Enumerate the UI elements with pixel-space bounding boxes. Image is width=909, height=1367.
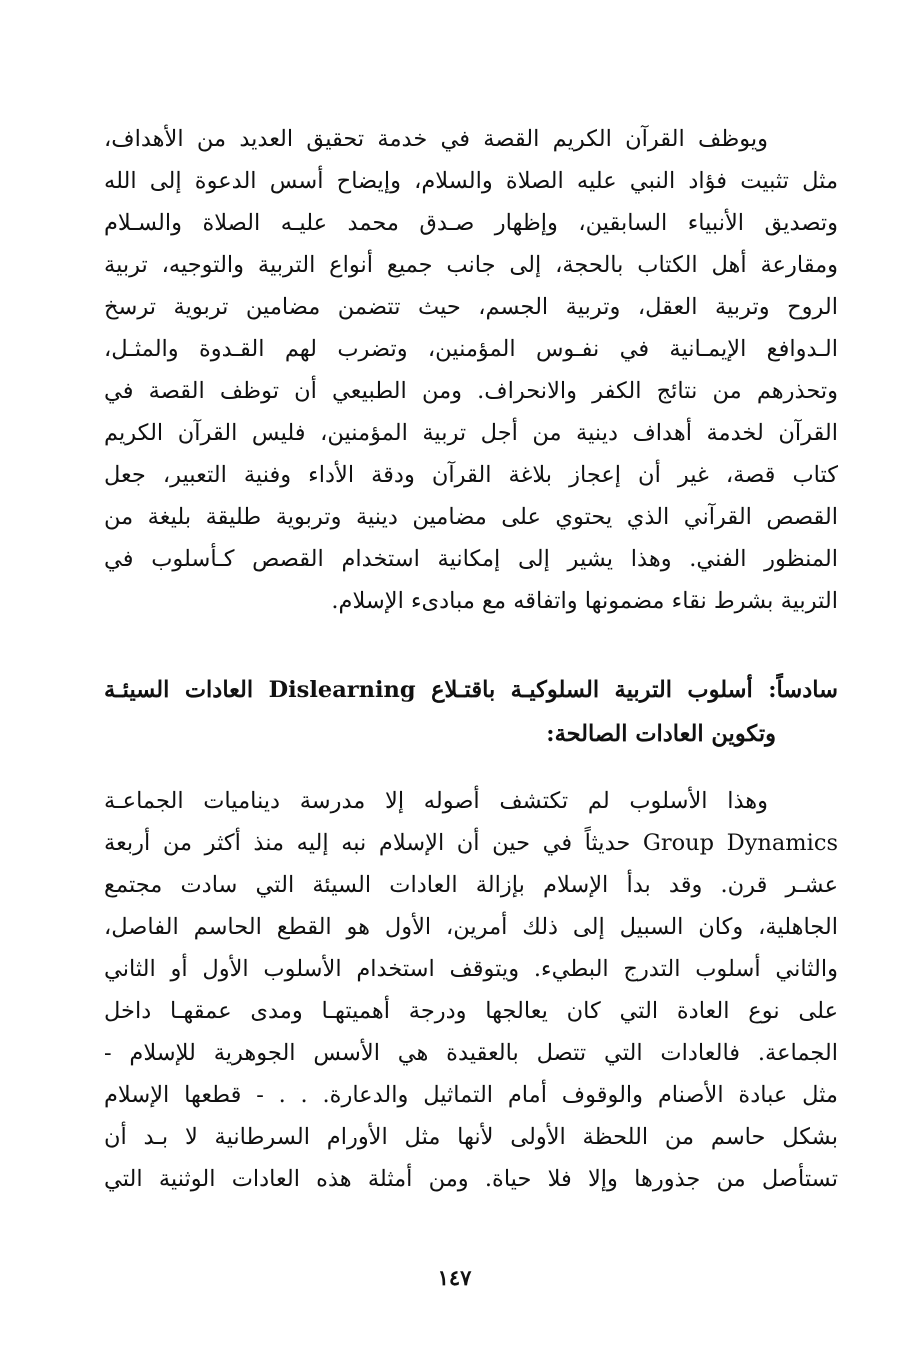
text-line: وهذا الأسلوب لم تكتشف أصوله إلا مدرسة ديناميات الجماعـة [104, 788, 768, 814]
text-line: الجماعة. فالعادات التي تتصل بالعقيدة هي الأسس الجوهرية للإسلام - [104, 1040, 838, 1066]
text-line: القرآن لخدمة أهداف دينية من أجل تربية المؤمنين، فليس القرآن الكريم [104, 420, 838, 446]
text-line: عشـر قرن. وقد بدأ الإسلام بإزالة العادات السيئة التي سادت مجتمع [104, 872, 838, 898]
text-line: المنظور الفني. وهذا يشير إلى إمكانية استخدام القصص كـأسلوب في [104, 546, 838, 572]
text-line: على نوع العادة التي كان يعالجها ودرجة أهميتهـا ومدى عمقهـا داخل [104, 998, 838, 1024]
text-line: والثاني أسلوب التدرج البطيء. ويتوقف استخدام الأسلوب الأول أو الثاني [104, 956, 838, 982]
text-line: التربية بشرط نقاء مضمونها واتفاقه مع مبادىء الإسلام. [331, 588, 838, 614]
heading-line: وتكوين العادات الصالحة: [546, 721, 776, 747]
heading-line: سادساً: أسلوب التربية السلوكيـة باقتـلاع Dislearning العادات السيئـة [104, 677, 838, 703]
text-line: مثل تثبيت فؤاد النبي عليه الصلاة والسلام، وإيضاح أسس الدعوة إلى الله [104, 168, 838, 194]
page-number: ١٤٧ [437, 1265, 472, 1290]
text-line: القصص القرآني الذي يحتوي على مضامين دينية وتربوية طليقة بليغة من [104, 504, 838, 530]
paragraph-quran-stories [104, 118, 838, 622]
page-content [104, 118, 838, 1258]
section-heading [104, 668, 838, 756]
text-line: Group Dynamics حديثاً في حين أن الإسلام نبه إليه منذ أكثر من أربعة [104, 830, 838, 856]
paragraph-behavioral-method [104, 780, 838, 1200]
text-line: وتحذرهم من نتائج الكفر والانحراف. ومن الطبيعي أن توظف القصة في [104, 378, 838, 404]
text-line: كتاب قصة، غير أن إعجاز بلاغة القرآن ودقة الأداء وفنية التعبير، جعل [104, 462, 838, 488]
text-line: وتصديق الأنبياء السابقين، وإظهار صـدق محمد عليـه الصلاة والسـلام [104, 210, 838, 236]
text-line: ويوظف القرآن الكريم القصة في خدمة تحقيق العديد من الأهداف، [104, 126, 768, 152]
text-line: تستأصل من جذورها وإلا فلا حياة. ومن أمثلة هذه العادات الوثنية التي [104, 1166, 838, 1192]
text-line: الروح وتربية العقل، وتربية الجسم، حيث تتضمن مضامين تربوية ترسخ [104, 294, 838, 320]
text-line: الجاهلية، وكان السبيل إلى ذلك أمرين، الأول هو القطع الحاسم الفاصل، [104, 914, 838, 940]
text-line: مثل عبادة الأصنام والوقوف أمام التماثيل والدعارة. . . - قطعها الإسلام [104, 1082, 838, 1108]
text-line: الـدوافع الإيمـانية في نفـوس المؤمنين، وتضرب لهم القـدوة والمثـل، [104, 336, 838, 362]
text-line: بشكل حاسم من اللحظة الأولى لأنها مثل الأورام السرطانية لا بـد أن [104, 1124, 838, 1150]
text-line: ومقارعة أهل الكتاب بالحجة، إلى جانب جميع أنواع التربية والتوجيه، تربية [104, 252, 838, 278]
